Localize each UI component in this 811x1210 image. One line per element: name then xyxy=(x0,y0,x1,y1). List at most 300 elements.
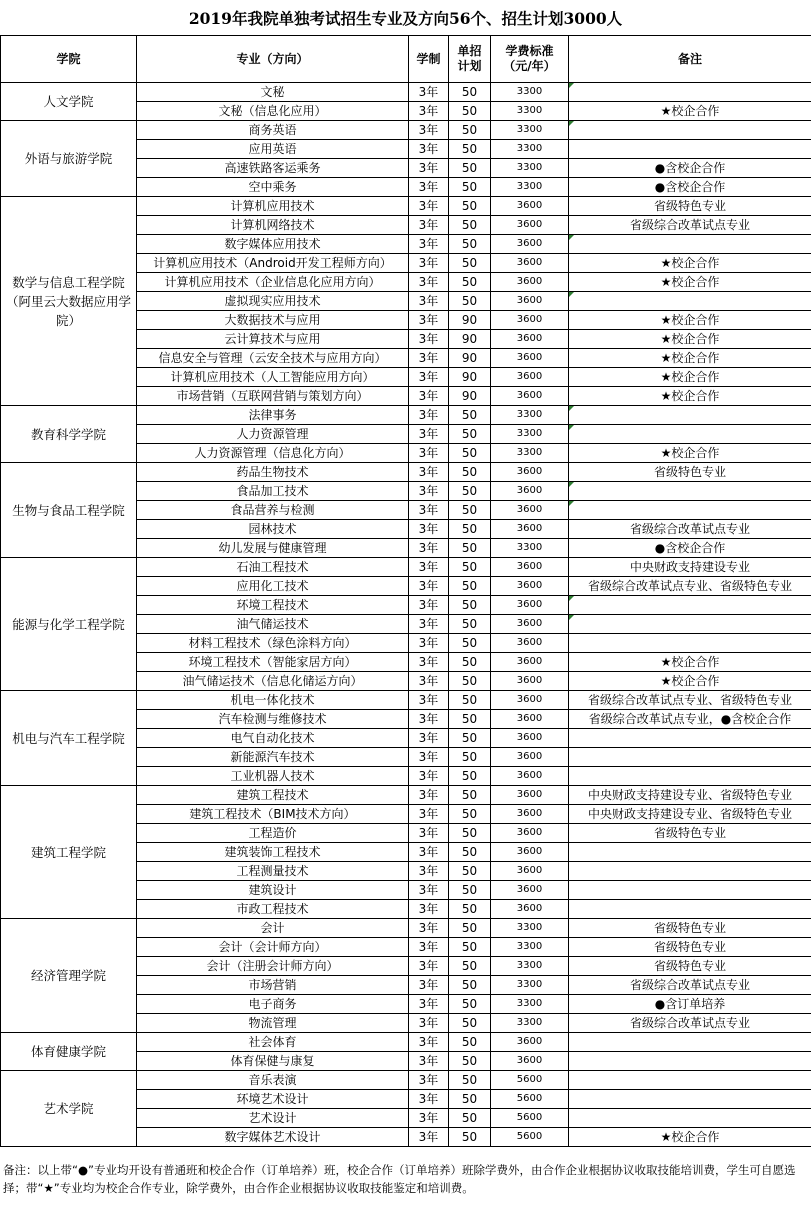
note-cell-text: 省级综合改革试点专业 xyxy=(629,522,750,536)
major-cell xyxy=(137,786,409,805)
note-cell-text: ★校企合作 xyxy=(660,313,720,327)
major-cell-text: 市场营销 xyxy=(248,978,297,992)
plan-cell xyxy=(449,1090,491,1109)
fee-cell-text: 3600 xyxy=(516,485,543,496)
note-cell xyxy=(569,463,811,482)
table-row xyxy=(1,463,811,482)
note-cell xyxy=(569,881,811,900)
major-cell xyxy=(137,254,409,273)
cell-comment-marker-icon xyxy=(569,235,574,240)
years-cell-text: 3年 xyxy=(418,446,439,460)
years-cell xyxy=(409,748,449,767)
fee-cell-text: 3600 xyxy=(516,352,543,363)
fee-cell xyxy=(491,957,569,976)
major-cell xyxy=(137,235,409,254)
years-cell xyxy=(409,501,449,520)
major-cell xyxy=(137,805,409,824)
fee-cell-text: 3300 xyxy=(516,447,543,458)
fee-cell-text: 3300 xyxy=(516,143,543,154)
plan-cell-text: 50 xyxy=(461,712,478,726)
plan-cell-text: 50 xyxy=(461,199,478,213)
major-cell-text: 虚拟现实应用技术 xyxy=(224,294,321,308)
plan-cell xyxy=(449,368,491,387)
years-cell-text: 3年 xyxy=(418,788,439,802)
years-cell xyxy=(409,463,449,482)
note-cell xyxy=(569,368,811,387)
fee-cell xyxy=(491,805,569,824)
note-cell xyxy=(569,1109,811,1128)
plan-cell xyxy=(449,653,491,672)
fee-cell-text: 5600 xyxy=(516,1112,543,1123)
plan-cell-text: 50 xyxy=(461,256,478,270)
fee-cell xyxy=(491,862,569,881)
years-cell-text: 3年 xyxy=(418,959,439,973)
fee-cell-text: 3600 xyxy=(516,846,543,857)
plan-cell-text: 50 xyxy=(461,522,478,536)
plan-cell-text: 50 xyxy=(461,484,478,498)
plan-cell xyxy=(449,254,491,273)
note-cell-text: 省级综合改革试点专业、省级特色专业 xyxy=(587,579,792,593)
years-cell xyxy=(409,558,449,577)
college-cell: 生物与食品工程学院 xyxy=(1,463,137,558)
years-cell-text: 3年 xyxy=(418,541,439,555)
major-cell-text: 艺术设计 xyxy=(248,1111,297,1125)
plan-cell-text: 90 xyxy=(461,351,478,365)
plan-cell xyxy=(449,1014,491,1033)
note-cell-text: ★校企合作 xyxy=(660,389,720,403)
years-cell-text: 3年 xyxy=(418,997,439,1011)
plan-cell-text: 90 xyxy=(461,370,478,384)
note-cell xyxy=(569,653,811,672)
major-cell xyxy=(137,634,409,653)
years-cell xyxy=(409,539,449,558)
years-cell-text: 3年 xyxy=(418,845,439,859)
fee-cell-text: 3300 xyxy=(516,960,543,971)
major-cell xyxy=(137,159,409,178)
header-college: 学院 xyxy=(1,36,137,83)
major-cell xyxy=(137,900,409,919)
major-cell-text: 油气储运技术（信息化储运方向） xyxy=(182,674,363,688)
header-note: 备注 xyxy=(569,36,811,83)
plan-cell-text: 50 xyxy=(461,997,478,1011)
note-cell-text: 省级特色专业 xyxy=(653,465,726,479)
years-cell-text: 3年 xyxy=(418,655,439,669)
fee-cell-text: 3300 xyxy=(516,124,543,135)
major-cell xyxy=(137,843,409,862)
major-cell xyxy=(137,615,409,634)
note-cell xyxy=(569,995,811,1014)
fee-cell xyxy=(491,558,569,577)
major-cell-text: 空中乘务 xyxy=(248,180,297,194)
plan-cell-text: 50 xyxy=(461,408,478,422)
major-cell-text: 电子商务 xyxy=(248,997,297,1011)
plan-cell-text: 50 xyxy=(461,750,478,764)
enrollment-table xyxy=(0,35,811,1147)
note-cell-text: ●含校企合作 xyxy=(654,541,726,555)
note-cell xyxy=(569,748,811,767)
major-cell xyxy=(137,311,409,330)
years-cell xyxy=(409,938,449,957)
major-cell xyxy=(137,862,409,881)
major-cell xyxy=(137,501,409,520)
note-cell xyxy=(569,539,811,558)
fee-cell-text: 3600 xyxy=(516,751,543,762)
note-cell-text: 中央财政支持建设专业、省级特色专业 xyxy=(587,788,792,802)
major-cell-text: 市场营销（互联网营销与策划方向） xyxy=(176,389,369,403)
fee-cell xyxy=(491,1052,569,1071)
years-cell-text: 3年 xyxy=(418,408,439,422)
fee-cell-text: 3600 xyxy=(516,580,543,591)
college-cell: 机电与汽车工程学院 xyxy=(1,691,137,786)
note-cell-text: 中央财政支持建设专业 xyxy=(629,560,750,574)
major-cell xyxy=(137,292,409,311)
fee-cell xyxy=(491,368,569,387)
years-cell xyxy=(409,691,449,710)
major-cell-text: 机电一体化技术 xyxy=(230,693,315,707)
fee-cell xyxy=(491,596,569,615)
fee-cell-text: 3600 xyxy=(516,675,543,686)
years-cell-text: 3年 xyxy=(418,104,439,118)
major-cell xyxy=(137,577,409,596)
table-row xyxy=(1,197,811,216)
fee-cell-text: 3600 xyxy=(516,808,543,819)
header-plan xyxy=(449,36,491,83)
years-cell-text: 3年 xyxy=(418,294,439,308)
plan-cell xyxy=(449,881,491,900)
cell-comment-marker-icon xyxy=(569,121,574,126)
years-cell-text: 3年 xyxy=(418,636,439,650)
plan-cell xyxy=(449,1033,491,1052)
years-cell-text: 3年 xyxy=(418,1092,439,1106)
note-cell xyxy=(569,330,811,349)
note-cell-text: ●含订单培养 xyxy=(654,997,726,1011)
major-cell-text: 建筑装饰工程技术 xyxy=(224,845,321,859)
major-cell-text: 会计 xyxy=(260,921,285,935)
note-cell xyxy=(569,216,811,235)
years-cell xyxy=(409,121,449,140)
note-cell xyxy=(569,615,811,634)
years-cell-text: 3年 xyxy=(418,389,439,403)
plan-cell xyxy=(449,387,491,406)
plan-cell xyxy=(449,1128,491,1147)
plan-cell xyxy=(449,482,491,501)
page-title: 2019年我院单独考试招生专业及方向56个、招生计划3000人 xyxy=(188,9,623,28)
major-cell-text: 应用化工技术 xyxy=(236,579,309,593)
fee-cell-text: 3600 xyxy=(516,276,543,287)
note-cell xyxy=(569,786,811,805)
years-cell xyxy=(409,653,449,672)
table-row xyxy=(1,558,811,577)
years-cell xyxy=(409,729,449,748)
note-cell xyxy=(569,349,811,368)
years-cell-text: 3年 xyxy=(418,465,439,479)
major-cell xyxy=(137,349,409,368)
major-cell xyxy=(137,1090,409,1109)
note-cell-text: ★校企合作 xyxy=(660,332,720,346)
major-cell xyxy=(137,121,409,140)
fee-cell-text: 3600 xyxy=(516,770,543,781)
plan-cell xyxy=(449,596,491,615)
years-cell-text: 3年 xyxy=(418,712,439,726)
years-cell-text: 3年 xyxy=(418,123,439,137)
plan-cell xyxy=(449,463,491,482)
fee-cell xyxy=(491,520,569,539)
plan-cell-text: 50 xyxy=(461,1092,478,1106)
fee-cell-text: 3600 xyxy=(516,390,543,401)
years-cell-text: 3年 xyxy=(418,902,439,916)
fee-cell xyxy=(491,767,569,786)
plan-cell xyxy=(449,330,491,349)
plan-cell xyxy=(449,786,491,805)
fee-cell xyxy=(491,463,569,482)
fee-cell-text: 3600 xyxy=(516,314,543,325)
years-cell-text: 3年 xyxy=(418,731,439,745)
fee-cell xyxy=(491,691,569,710)
cell-comment-marker-icon xyxy=(569,292,574,297)
fee-cell-text: 3600 xyxy=(516,599,543,610)
table-header-row xyxy=(1,36,811,83)
fee-cell-text: 3300 xyxy=(516,941,543,952)
fee-cell-text: 3300 xyxy=(516,428,543,439)
years-cell-text: 3年 xyxy=(418,579,439,593)
years-cell xyxy=(409,273,449,292)
years-cell-text: 3年 xyxy=(418,807,439,821)
major-cell-text: 药品生物技术 xyxy=(236,465,309,479)
plan-cell xyxy=(449,824,491,843)
major-cell-text: 音乐表演 xyxy=(248,1073,297,1087)
years-cell xyxy=(409,577,449,596)
note-cell xyxy=(569,919,811,938)
plan-cell xyxy=(449,159,491,178)
plan-cell xyxy=(449,577,491,596)
plan-cell xyxy=(449,406,491,425)
years-cell-text: 3年 xyxy=(418,256,439,270)
note-cell xyxy=(569,957,811,976)
plan-cell-text: 50 xyxy=(461,465,478,479)
years-cell xyxy=(409,140,449,159)
years-cell-text: 3年 xyxy=(418,370,439,384)
note-cell-text: ★校企合作 xyxy=(660,104,720,118)
fee-cell xyxy=(491,634,569,653)
note-cell xyxy=(569,178,811,197)
years-cell xyxy=(409,1128,449,1147)
fee-cell-text: 3300 xyxy=(516,979,543,990)
plan-cell xyxy=(449,235,491,254)
major-cell xyxy=(137,140,409,159)
plan-cell-text: 50 xyxy=(461,978,478,992)
major-cell-text: 会计（会计师方向） xyxy=(218,940,327,954)
fee-cell-text: 3300 xyxy=(516,86,543,97)
years-cell xyxy=(409,159,449,178)
fee-cell xyxy=(491,1014,569,1033)
major-cell-text: 信息安全与管理（云安全技术与应用方向） xyxy=(158,351,387,365)
plan-cell xyxy=(449,83,491,102)
fee-cell-text: 3300 xyxy=(516,181,543,192)
years-cell xyxy=(409,900,449,919)
years-cell xyxy=(409,387,449,406)
plan-cell-text: 50 xyxy=(461,807,478,821)
plan-cell xyxy=(449,311,491,330)
note-cell xyxy=(569,197,811,216)
years-cell-text: 3年 xyxy=(418,484,439,498)
fee-cell xyxy=(491,919,569,938)
plan-cell-text: 50 xyxy=(461,940,478,954)
years-cell-text: 3年 xyxy=(418,826,439,840)
note-cell xyxy=(569,102,811,121)
fee-cell xyxy=(491,216,569,235)
fee-cell-text: 3600 xyxy=(516,561,543,572)
plan-cell-text: 50 xyxy=(461,731,478,745)
note-cell-text: ★校企合作 xyxy=(660,275,720,289)
plan-cell-text: 50 xyxy=(461,1054,478,1068)
years-cell xyxy=(409,235,449,254)
table-row xyxy=(1,406,811,425)
header-fee-line1: 学费标准 xyxy=(505,44,554,58)
years-cell xyxy=(409,596,449,615)
plan-cell xyxy=(449,691,491,710)
major-cell-text: 电气自动化技术 xyxy=(230,731,315,745)
major-cell xyxy=(137,1071,409,1090)
years-cell-text: 3年 xyxy=(418,1130,439,1144)
years-cell-text: 3年 xyxy=(418,1035,439,1049)
plan-cell-text: 50 xyxy=(461,218,478,232)
major-cell xyxy=(137,425,409,444)
plan-cell xyxy=(449,919,491,938)
note-cell-text: 省级特色专业 xyxy=(653,199,726,213)
fee-cell-text: 3600 xyxy=(516,865,543,876)
years-cell-text: 3年 xyxy=(418,218,439,232)
plan-cell-text: 90 xyxy=(461,389,478,403)
major-cell xyxy=(137,672,409,691)
years-cell xyxy=(409,634,449,653)
fee-cell xyxy=(491,235,569,254)
note-cell-text: ★校企合作 xyxy=(660,1130,720,1144)
years-cell-text: 3年 xyxy=(418,142,439,156)
major-cell-text: 体育保健与康复 xyxy=(230,1054,315,1068)
note-cell-text: 省级特色专业 xyxy=(653,940,726,954)
college-cell: 教育科学学院 xyxy=(1,406,137,463)
note-cell-text: ★校企合作 xyxy=(660,655,720,669)
fee-cell-text: 3300 xyxy=(516,922,543,933)
major-cell xyxy=(137,482,409,501)
fee-cell xyxy=(491,786,569,805)
note-cell xyxy=(569,425,811,444)
fee-cell xyxy=(491,444,569,463)
years-cell xyxy=(409,1090,449,1109)
plan-cell-text: 50 xyxy=(461,275,478,289)
years-cell xyxy=(409,1052,449,1071)
note-cell xyxy=(569,121,811,140)
cell-comment-marker-icon xyxy=(569,501,574,506)
note-cell xyxy=(569,824,811,843)
fee-cell-text: 3300 xyxy=(516,542,543,553)
fee-cell xyxy=(491,1071,569,1090)
major-cell-text: 工业机器人技术 xyxy=(230,769,315,783)
major-cell xyxy=(137,387,409,406)
major-cell xyxy=(137,1109,409,1128)
plan-cell-text: 50 xyxy=(461,560,478,574)
years-cell-text: 3年 xyxy=(418,617,439,631)
note-cell-text: 省级综合改革试点专业 xyxy=(629,218,750,232)
years-cell xyxy=(409,862,449,881)
plan-cell-text: 50 xyxy=(461,788,478,802)
plan-cell-text: 50 xyxy=(461,959,478,973)
plan-cell xyxy=(449,900,491,919)
major-cell-text: 应用英语 xyxy=(248,142,297,156)
years-cell xyxy=(409,1014,449,1033)
fee-cell xyxy=(491,102,569,121)
plan-cell xyxy=(449,767,491,786)
plan-cell-text: 90 xyxy=(461,332,478,346)
years-cell xyxy=(409,881,449,900)
plan-cell xyxy=(449,710,491,729)
note-cell xyxy=(569,1014,811,1033)
fee-cell xyxy=(491,140,569,159)
years-cell-text: 3年 xyxy=(418,769,439,783)
cell-comment-marker-icon xyxy=(569,83,574,88)
years-cell xyxy=(409,330,449,349)
plan-cell xyxy=(449,615,491,634)
header-fee xyxy=(491,36,569,83)
major-cell xyxy=(137,406,409,425)
plan-cell-text: 50 xyxy=(461,180,478,194)
fee-cell xyxy=(491,349,569,368)
major-cell xyxy=(137,330,409,349)
table-row xyxy=(1,121,811,140)
years-cell xyxy=(409,292,449,311)
fee-cell xyxy=(491,615,569,634)
plan-cell-text: 50 xyxy=(461,655,478,669)
note-cell xyxy=(569,634,811,653)
major-cell-text: 文秘（信息化应用） xyxy=(218,104,327,118)
fee-cell-text: 3600 xyxy=(516,238,543,249)
plan-cell xyxy=(449,558,491,577)
major-cell xyxy=(137,197,409,216)
fee-cell-text: 3600 xyxy=(516,523,543,534)
major-cell-text: 建筑工程技术（BIM技术方向） xyxy=(189,807,356,821)
major-cell xyxy=(137,976,409,995)
table-row xyxy=(1,919,811,938)
years-cell xyxy=(409,1109,449,1128)
note-cell xyxy=(569,292,811,311)
plan-cell-text: 50 xyxy=(461,1016,478,1030)
major-cell-text: 计算机应用技术（企业信息化应用方向） xyxy=(164,275,381,289)
plan-cell xyxy=(449,520,491,539)
fee-cell xyxy=(491,425,569,444)
major-cell-text: 文秘 xyxy=(260,85,285,99)
fee-cell-text: 3300 xyxy=(516,409,543,420)
table-row xyxy=(1,83,811,102)
major-cell-text: 计算机应用技术 xyxy=(230,199,315,213)
plan-cell-text: 50 xyxy=(461,693,478,707)
fee-cell-text: 3600 xyxy=(516,694,543,705)
plan-cell-text: 50 xyxy=(461,769,478,783)
major-cell-text: 人力资源管理 xyxy=(236,427,309,441)
note-cell-text: 省级特色专业 xyxy=(653,921,726,935)
fee-cell-text: 3600 xyxy=(516,789,543,800)
major-cell-text: 市政工程技术 xyxy=(236,902,309,916)
years-cell xyxy=(409,178,449,197)
fee-cell-text: 3600 xyxy=(516,295,543,306)
major-cell-text: 园林技术 xyxy=(248,522,297,536)
fee-cell xyxy=(491,406,569,425)
major-cell-text: 物流管理 xyxy=(248,1016,297,1030)
years-cell xyxy=(409,444,449,463)
note-cell-text: 省级综合改革试点专业 xyxy=(629,978,750,992)
plan-cell xyxy=(449,634,491,653)
major-cell xyxy=(137,938,409,957)
fee-cell-text: 3300 xyxy=(516,1017,543,1028)
